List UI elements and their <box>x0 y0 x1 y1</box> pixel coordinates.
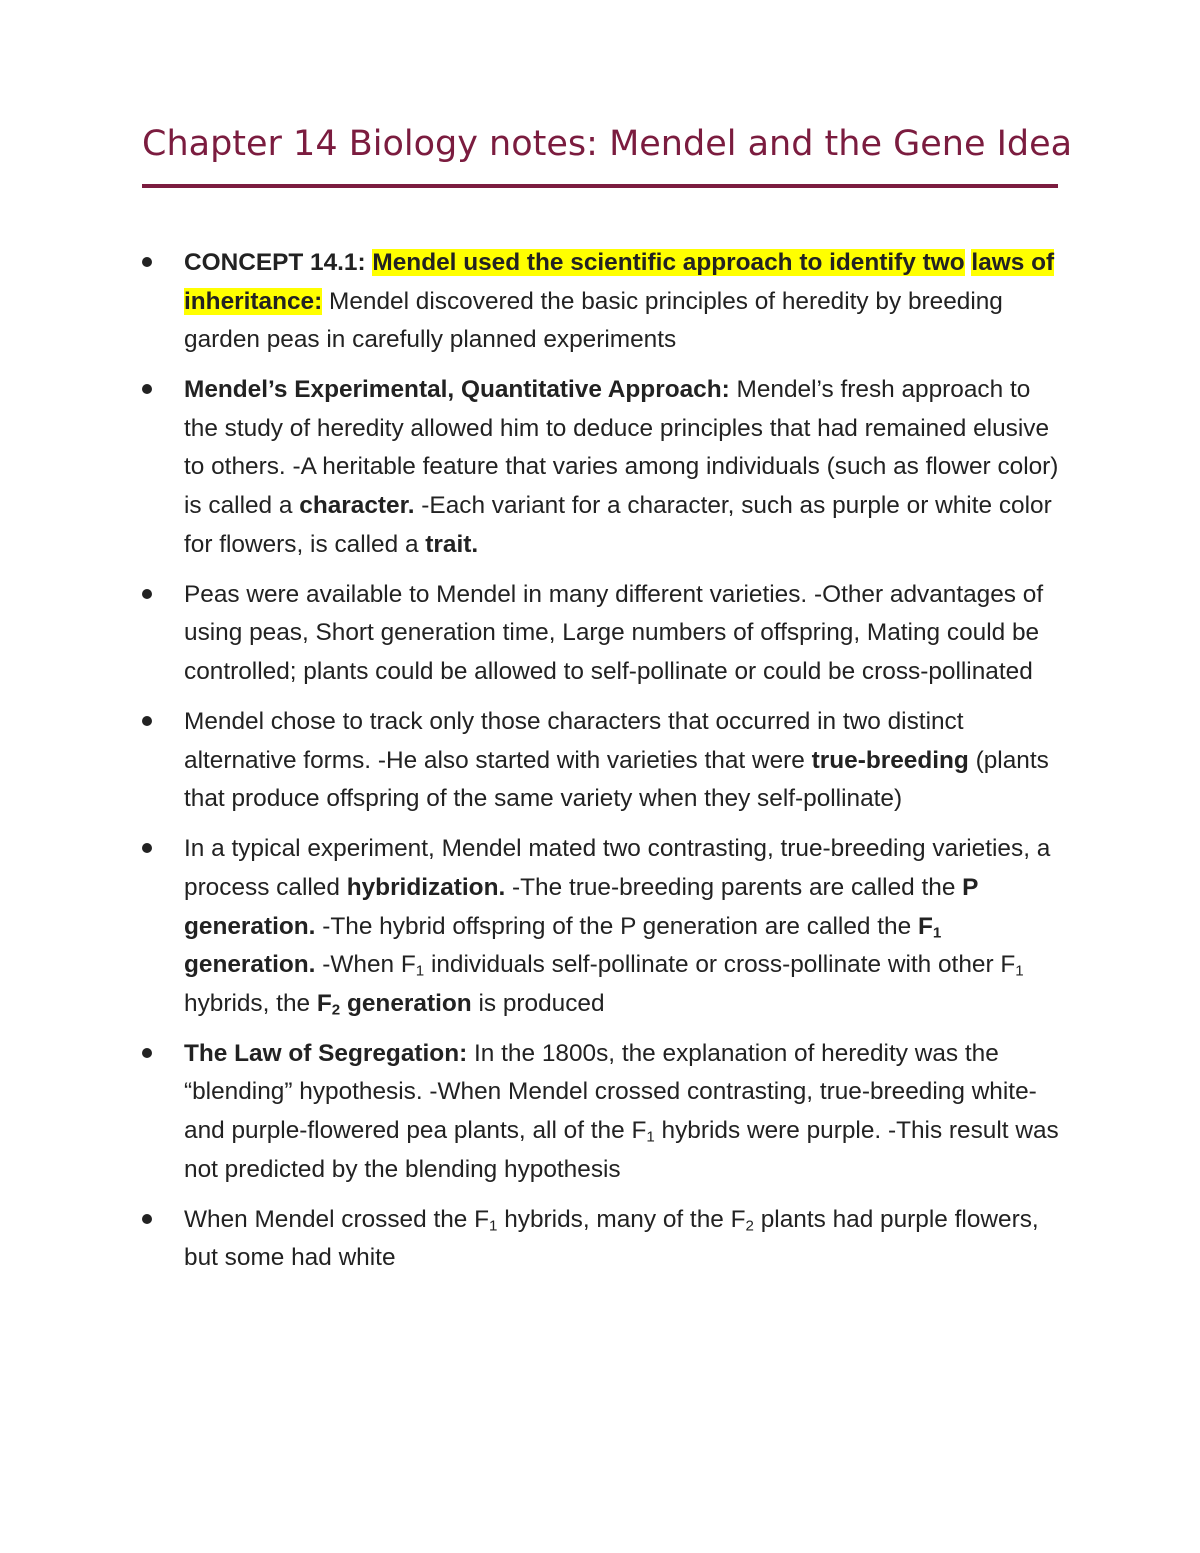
term-true-breeding: true-breeding <box>811 746 969 774</box>
note-text: Mendel chose to track only those characters that occurred in two distinct alternative forms. -He also started with varieties that were <box>184 708 964 774</box>
note-text-part: individuals self-pollinate or cross-pollinate with other F <box>430 951 1016 979</box>
term-f2-generation <box>317 990 472 1017</box>
list-item-experimental-approach <box>142 371 1062 564</box>
subscript: 1 <box>1015 962 1024 980</box>
bullet-icon <box>142 589 152 599</box>
term-trait: trait. <box>425 530 479 558</box>
note-text-part: -When F <box>322 951 416 979</box>
bullet-icon <box>142 843 152 853</box>
bullet-icon <box>142 1048 152 1058</box>
concept-label: CONCEPT 14.1: <box>184 249 366 276</box>
note-text: -The true-breeding parents are called the <box>512 873 956 901</box>
note-text-part: hybrids, many of the F <box>504 1205 746 1233</box>
note-text: (plants that produce offspring of the same variety when they self-pollinate) <box>184 746 1049 813</box>
note-text-part: hybrids, the <box>184 989 311 1017</box>
subscript: 1 <box>489 1216 498 1234</box>
list-item-peas-varieties <box>142 576 1062 692</box>
term-f1-word: generation. <box>184 951 316 979</box>
note-text: Peas were available to Mendel in many different varieties. -Other advantages of using peas, Short generation time, Large numbers of offspring, Mating could be controlled; plants could be allowed to self-pollinate or could be cross-pollinated <box>184 580 1044 685</box>
title-divider <box>142 184 1058 188</box>
bullet-icon <box>142 384 152 394</box>
note-heading: The Law of Segregation: <box>184 1039 468 1067</box>
subscript: 2 <box>745 1216 754 1234</box>
term-f2-letter: F <box>316 989 332 1017</box>
note-heading: Mendel’s Experimental, Quantitative Approach: <box>184 376 730 404</box>
list-item-true-breeding <box>142 703 1062 819</box>
term-f2-word: generation <box>346 989 472 1017</box>
list-item-concept-14-1 <box>142 244 1062 360</box>
note-text: -Each variant for a character, such as purple or white color for flowers, is called a <box>184 492 1052 558</box>
note-text: In a typical experiment, Mendel mated two contrasting, true-breeding varieties, a process called <box>184 835 1051 901</box>
note-text: -The hybrid offspring of the P generation are called the <box>322 912 912 940</box>
list-item-law-of-segregation <box>142 1035 1062 1189</box>
bullet-icon <box>142 716 152 726</box>
highlighted-heading-part-2: laws of inheritance: <box>184 249 1055 315</box>
list-item-f1-cross <box>142 1201 1062 1278</box>
page-title: Chapter 14 Biology notes: Mendel and the Gene Idea <box>142 124 1073 164</box>
subscript: 2 <box>331 1001 341 1019</box>
note-text: Mendel’s fresh approach to the study of heredity allowed him to deduce principles that had remained elusive to others. -A heritable feature that varies among individuals (such as flower color) is called a <box>184 376 1059 520</box>
note-text: is produced <box>478 989 605 1017</box>
term-character: character. <box>299 492 415 520</box>
subscript: 1 <box>415 962 425 980</box>
bullet-icon <box>142 1214 152 1224</box>
note-text-part: hybrids were purple. -This result was not predicted by the blending hypothesis <box>184 1116 1059 1183</box>
bullet-icon <box>142 257 152 267</box>
highlighted-heading-part-1: Mendel used the scientific approach to identify two <box>372 249 965 276</box>
note-text-part: In the 1800s, the explanation of heredity was the “blending” hypothesis. -When Mendel crossed contrasting, true-breeding white- and purple-flowered pea plants, all of the F <box>184 1039 1037 1144</box>
note-text: Mendel discovered the basic principles of heredity by breeding garden peas in carefully planned experiments <box>184 287 1003 354</box>
note-text-part: When Mendel crossed the F <box>184 1205 490 1233</box>
term-p-generation: P generation. <box>184 873 978 940</box>
term-f1-letter: F <box>917 912 933 940</box>
note-text-part: plants had purple flowers, but some had white <box>184 1205 1039 1272</box>
subscript: 1 <box>932 923 942 941</box>
subscript: 1 <box>646 1128 655 1146</box>
note-text <box>184 1206 1039 1272</box>
notes-list <box>142 244 1062 1289</box>
list-item-hybridization <box>142 830 1062 1023</box>
term-hybridization: hybridization. <box>346 873 506 901</box>
